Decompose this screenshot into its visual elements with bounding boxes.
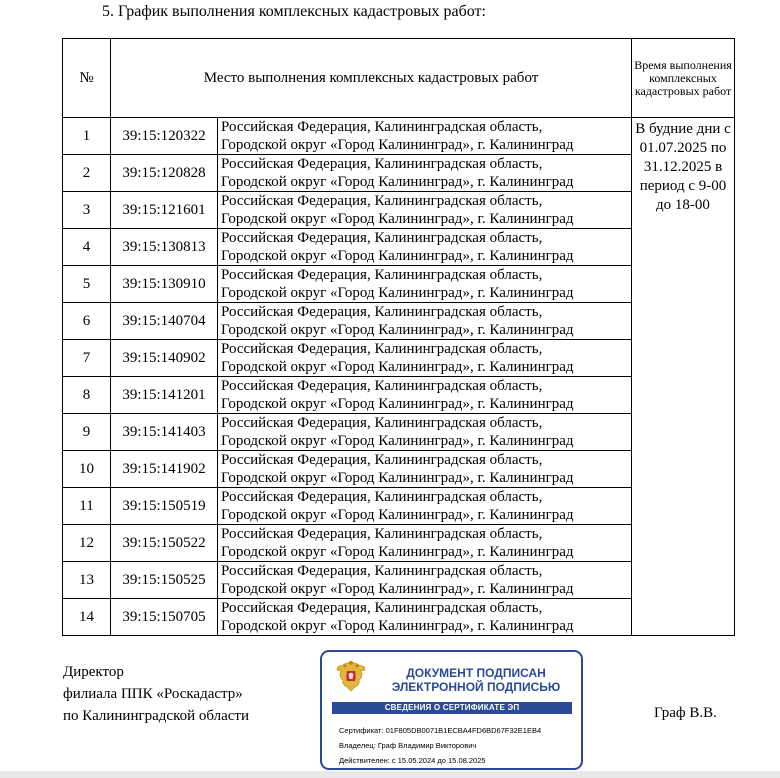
row-number: 1 [63,118,111,155]
address-line: Российская Федерация, Калининградская область, [221,452,543,468]
address-cell [218,562,632,599]
address-line: Российская Федерация, Калининградская область, [221,304,543,320]
address-line: Городской округ «Город Калининград», г. Калининград [221,544,574,560]
address-line: Городской округ «Город Калининград», г. Калининград [221,507,574,523]
row-number: 10 [63,451,111,488]
stamp-title-line: ЭЛЕКТРОННОЙ ПОДПИСЬЮ [391,680,561,694]
signer-position-line: Директор [63,664,124,680]
electronic-signature-stamp [320,650,583,770]
address-line: Российская Федерация, Калининградская область, [221,156,543,172]
table-header-row [63,39,735,118]
address-line: Российская Федерация, Калининградская область, [221,267,543,283]
row-number: 8 [63,377,111,414]
address-line: Российская Федерация, Калининградская область, [221,119,543,135]
row-number: 4 [63,229,111,266]
address-line: Городской округ «Город Калининград», г. Калининград [221,174,574,190]
address-line: Городской округ «Город Калининград», г. Калининград [221,322,574,338]
header-number: № [63,39,111,118]
header-time: Время выполнения комплексных кадастровых работ [632,39,735,118]
cadastral-number: 39:15:150522 [111,525,218,562]
stamp-certificate-bar: СВЕДЕНИЯ О СЕРТИФИКАТЕ ЭП [332,702,572,714]
address-line: Городской округ «Город Калининград», г. Калининград [221,248,574,264]
address-line: Российская Федерация, Калининградская область, [221,415,543,431]
address-cell [218,451,632,488]
address-cell [218,303,632,340]
row-number: 9 [63,414,111,451]
address-line: Городской округ «Город Калининград», г. Калининград [221,359,574,375]
address-cell [218,340,632,377]
cadastral-number: 39:15:120828 [111,155,218,192]
address-cell [218,488,632,525]
address-line: Российская Федерация, Калининградская область, [221,526,543,542]
cadastral-number: 39:15:150525 [111,562,218,599]
cadastral-number: 39:15:150519 [111,488,218,525]
stamp-certificate: Сертификат: 01F805DB0071B1ECBA4FD6BD67F32E1EB4 [339,726,542,735]
cadastral-number: 39:15:141902 [111,451,218,488]
row-number: 2 [63,155,111,192]
signer-name: Граф В.В. [654,705,717,721]
cadastral-number: 39:15:120322 [111,118,218,155]
cadastral-number: 39:15:141403 [111,414,218,451]
russia-coat-of-arms-icon [334,658,368,694]
address-cell [218,266,632,303]
address-cell [218,192,632,229]
address-cell [218,155,632,192]
address-line: Городской округ «Город Калининград», г. Калининград [221,581,574,597]
address-line: Городской округ «Город Калининград», г. Калининград [221,137,574,153]
stamp-validity: Действителен: с 15.05.2024 до 15.08.2025 [339,756,486,765]
page-bottom-edge [0,771,780,778]
cadastral-number: 39:15:150705 [111,599,218,636]
address-line: Российская Федерация, Калининградская область, [221,378,543,394]
row-number: 14 [63,599,111,636]
work-time-cell: В будние дни с 01.07.2025 по 31.12.2025 в период с 9-00 до 18-00 [632,118,735,636]
address-line: Российская Федерация, Калининградская область, [221,230,543,246]
address-cell [218,599,632,636]
address-cell [218,525,632,562]
signer-position [63,661,249,727]
address-cell [218,414,632,451]
address-line: Городской округ «Город Калининград», г. Калининград [221,433,574,449]
cadastral-number: 39:15:121601 [111,192,218,229]
address-line: Российская Федерация, Калининградская область, [221,489,543,505]
address-line: Российская Федерация, Калининградская область, [221,193,543,209]
cadastral-number: 39:15:130910 [111,266,218,303]
cadastral-number: 39:15:140704 [111,303,218,340]
section-heading: 5. График выполнения комплексных кадастровых работ: [102,3,486,20]
schedule-table [62,38,735,636]
address-line: Городской округ «Город Калининград», г. Калининград [221,285,574,301]
table-row [63,118,735,155]
stamp-title-line: ДОКУМЕНТ ПОДПИСАН [406,666,546,680]
address-line: Российская Федерация, Калининградская область, [221,341,543,357]
stamp-details [339,723,541,768]
cadastral-number: 39:15:141201 [111,377,218,414]
row-number: 7 [63,340,111,377]
address-line: Российская Федерация, Калининградская область, [221,563,543,579]
address-cell [218,377,632,414]
stamp-owner: Владелец: Граф Владимир Викторович [339,741,477,750]
address-line: Городской округ «Город Калининград», г. Калининград [221,470,574,486]
address-cell [218,229,632,266]
row-number: 6 [63,303,111,340]
address-line: Городской округ «Город Калининград», г. Калининград [221,211,574,227]
address-line: Городской округ «Город Калининград», г. Калининград [221,396,574,412]
row-number: 5 [63,266,111,303]
row-number: 3 [63,192,111,229]
header-place: Место выполнения комплексных кадастровых работ [111,39,632,118]
row-number: 13 [63,562,111,599]
stamp-title [376,666,576,694]
address-cell [218,118,632,155]
row-number: 11 [63,488,111,525]
signer-position-line: по Калининградской области [63,708,250,724]
signer-position-line: филиала ППК «Роскадастр» [63,686,243,702]
address-line: Городской округ «Город Калининград», г. Калининград [221,618,574,634]
address-line: Российская Федерация, Калининградская область, [221,600,543,616]
row-number: 12 [63,525,111,562]
cadastral-number: 39:15:140902 [111,340,218,377]
cadastral-number: 39:15:130813 [111,229,218,266]
